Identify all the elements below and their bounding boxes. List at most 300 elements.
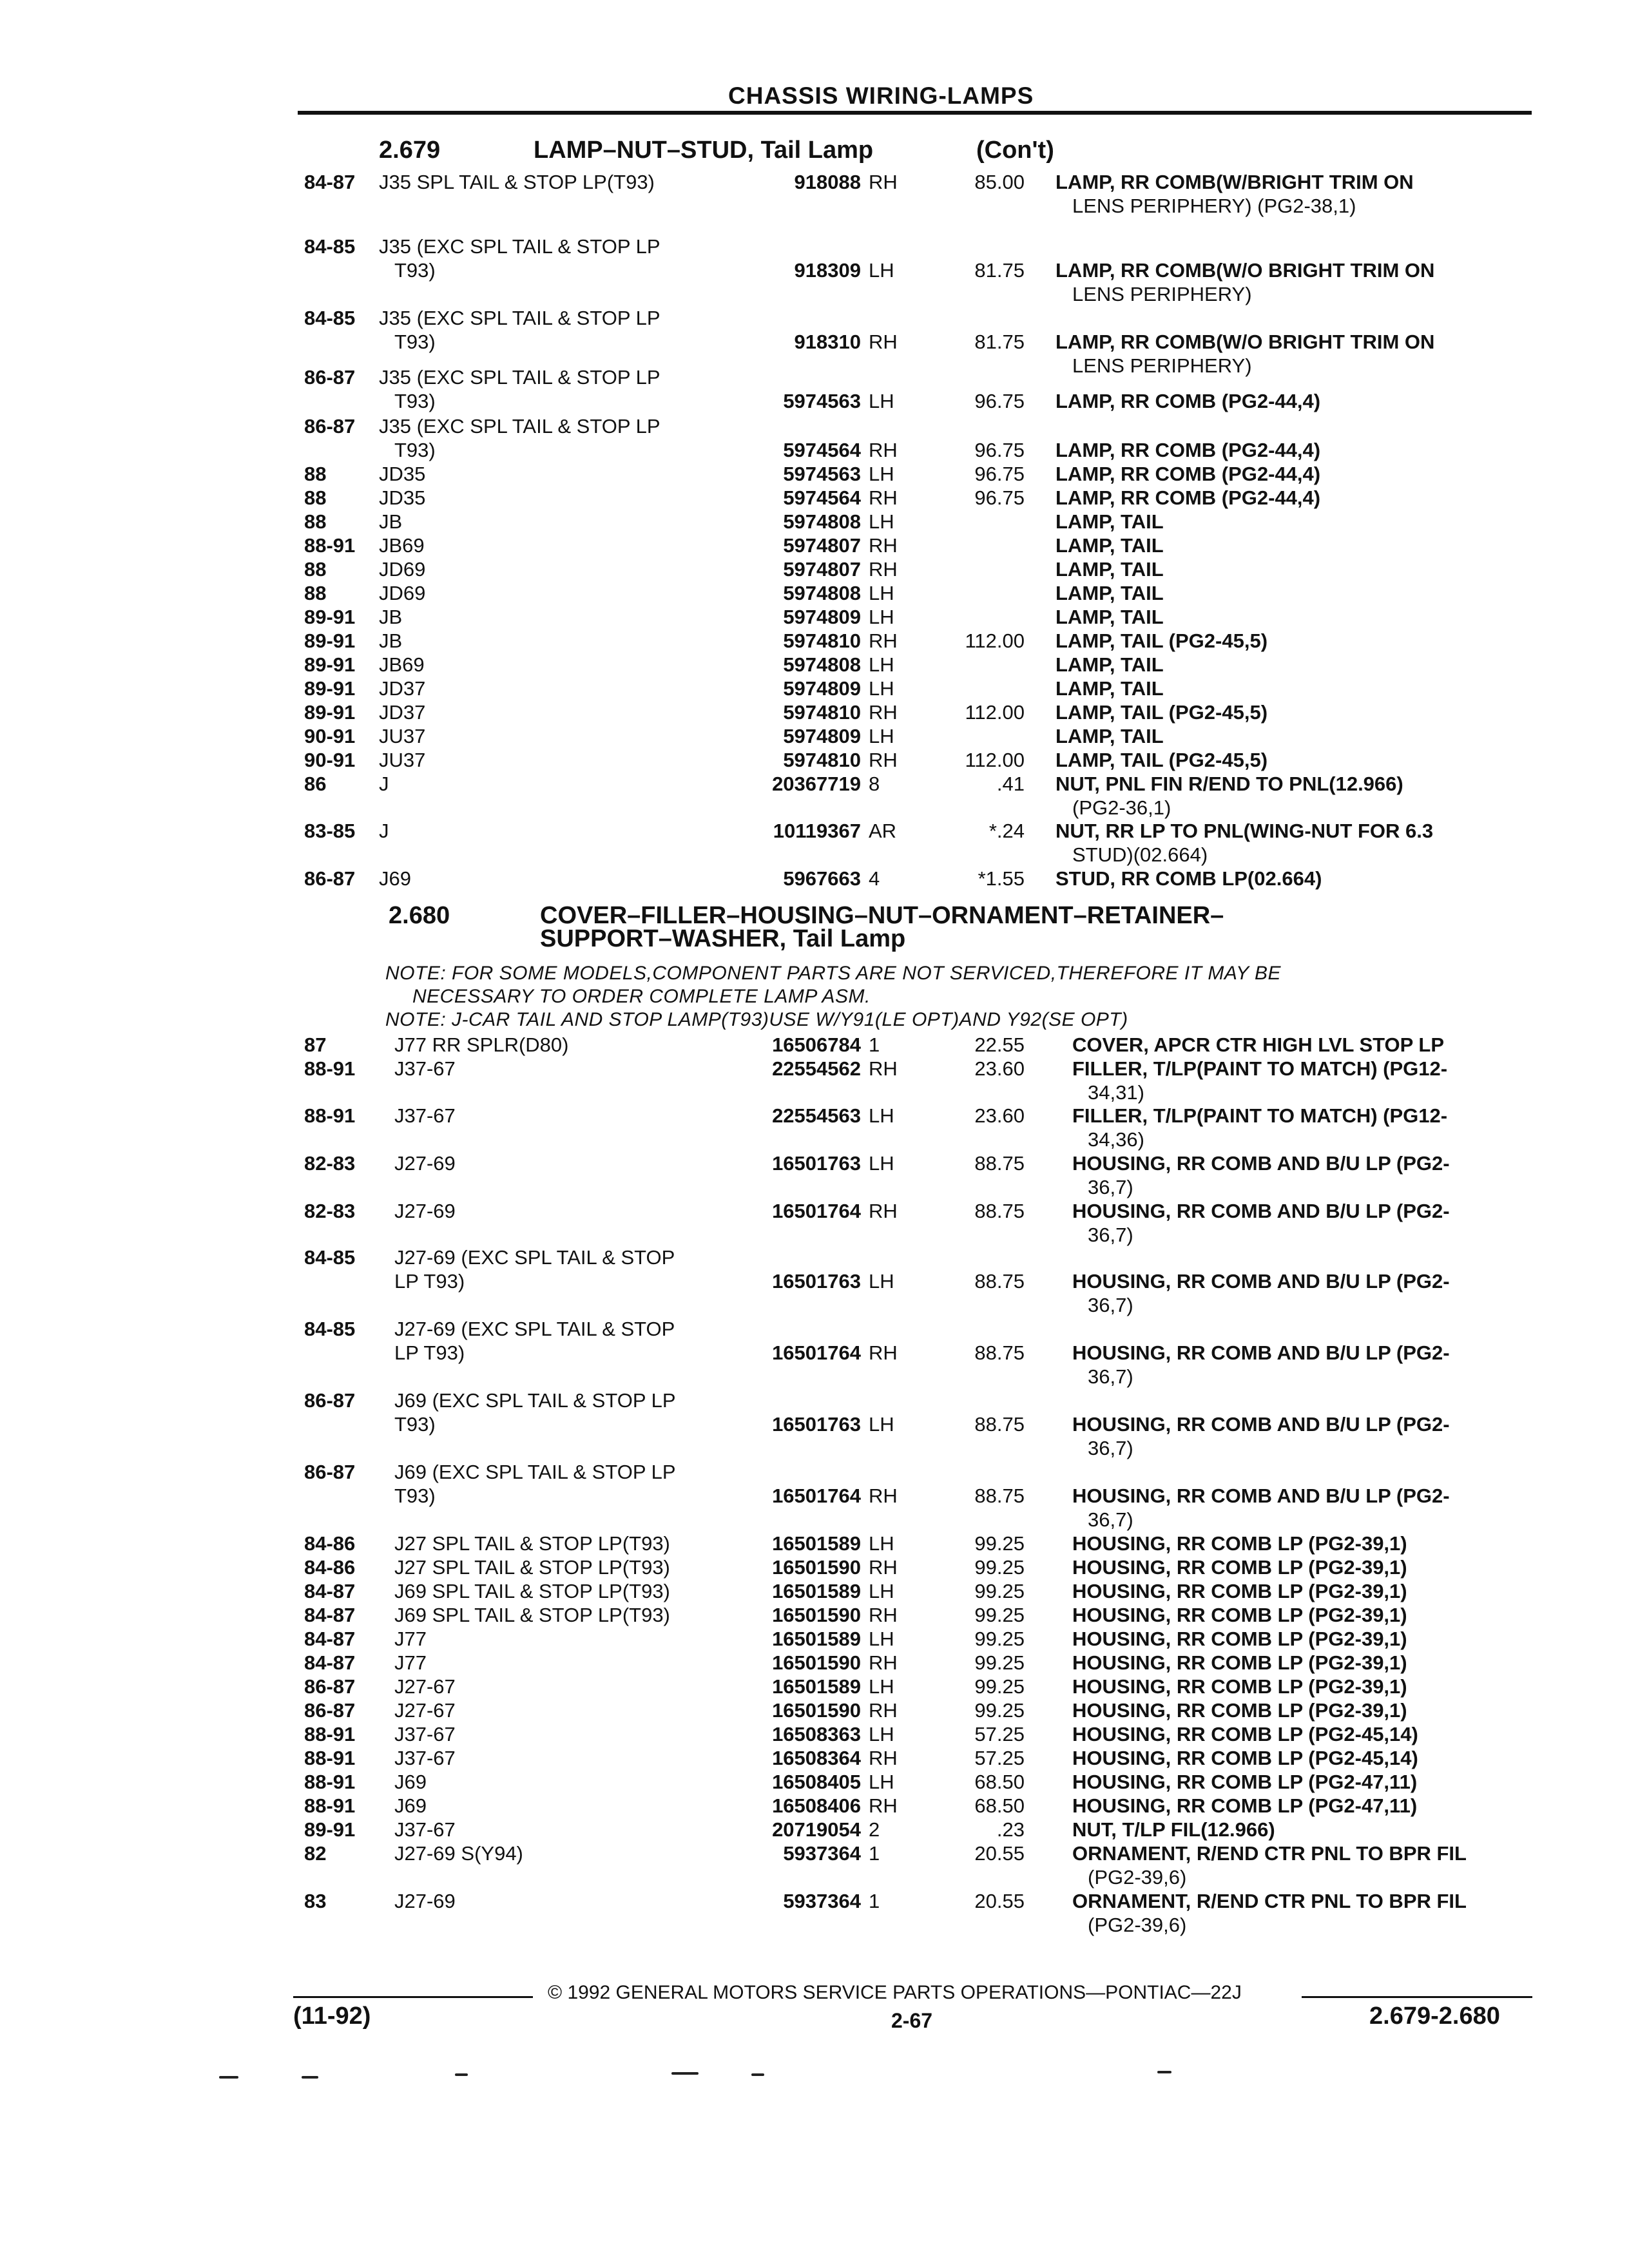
row-model: JB: [379, 606, 403, 628]
table-row: [0, 653, 1629, 678]
row-description: HOUSING, RR COMB LP (PG2-39,1): [1072, 1651, 1407, 1674]
row-part-number: 16501764: [772, 1341, 861, 1364]
row-model: J27-69: [394, 1152, 456, 1175]
row-year: 90-91: [304, 749, 356, 771]
row-description: LAMP, TAIL: [1055, 558, 1164, 581]
row-model: J27 SPL TAIL & STOP LP(T93): [394, 1532, 670, 1555]
table-row: [0, 1842, 1629, 1891]
table-row: [0, 307, 1629, 377]
row-part-number: 16501763: [772, 1152, 861, 1175]
row-qty: LH: [869, 1580, 894, 1602]
row-price: 99.25: [974, 1556, 1025, 1579]
row-description: HOUSING, RR COMB AND B/U LP (PG2-: [1072, 1152, 1450, 1175]
row-model: JD35: [379, 486, 426, 509]
row-description: HOUSING, RR COMB AND B/U LP (PG2-: [1072, 1200, 1450, 1222]
row-qty: RH: [869, 558, 898, 581]
row-description: LAMP, TAIL: [1055, 725, 1164, 747]
scan-smudge: [671, 2072, 699, 2075]
table-row: [0, 1580, 1629, 1604]
row-description: LAMP, RR COMB(W/O BRIGHT TRIM ON: [1055, 331, 1435, 353]
row-part-number: 16501589: [772, 1675, 861, 1698]
row-model-cont: T93): [394, 439, 436, 461]
note-1-cont: NECESSARY TO ORDER COMPLETE LAMP ASM.: [412, 986, 871, 1007]
table-row: [0, 366, 1629, 415]
row-model-cont: T93): [394, 331, 436, 353]
row-model: JD35: [379, 463, 426, 485]
row-part-number: 16501589: [772, 1580, 861, 1602]
row-part-number: 5974810: [783, 749, 861, 771]
row-description: LAMP, RR COMB(W/O BRIGHT TRIM ON: [1055, 259, 1435, 282]
row-description: STUD, RR COMB LP(02.664): [1055, 867, 1322, 890]
row-model: JB: [379, 629, 403, 652]
row-part-number: 918088: [794, 171, 861, 193]
section-number: 2.680: [389, 902, 450, 929]
row-part-number: 5974808: [783, 653, 861, 676]
row-year: 84-87: [304, 171, 356, 193]
row-description-cont: LENS PERIPHERY): [1072, 283, 1252, 305]
row-qty: LH: [869, 1628, 894, 1650]
row-year: 88-91: [304, 1057, 356, 1080]
note-1: NOTE: FOR SOME MODELS,COMPONENT PARTS ARE NOT SERVICED,THEREFORE IT MAY BE: [385, 963, 1281, 984]
row-qty: LH: [869, 390, 894, 412]
row-description: HOUSING, RR COMB LP (PG2-39,1): [1072, 1556, 1407, 1579]
row-model: JD69: [379, 582, 426, 604]
row-description: HOUSING, RR COMB LP (PG2-45,14): [1072, 1747, 1418, 1769]
row-part-number: 16501590: [772, 1651, 861, 1674]
row-description: HOUSING, RR COMB LP (PG2-45,14): [1072, 1723, 1418, 1745]
row-model: J27 SPL TAIL & STOP LP(T93): [394, 1556, 670, 1579]
row-qty: RH: [869, 1341, 898, 1364]
row-part-number: 5967663: [783, 867, 861, 890]
table-row: [0, 1200, 1629, 1249]
row-model-cont: T93): [394, 390, 436, 412]
row-price: .41: [996, 773, 1025, 795]
row-qty: LH: [869, 1723, 894, 1745]
row-part-number: 16501764: [772, 1485, 861, 1507]
table-row: [0, 1318, 1629, 1388]
row-year: 82: [304, 1842, 327, 1865]
row-description: ORNAMENT, R/END CTR PNL TO BPR FIL: [1072, 1842, 1467, 1865]
row-model: J37-67: [394, 1723, 456, 1745]
row-price: *.24: [988, 820, 1025, 842]
row-price: .23: [996, 1818, 1025, 1841]
section-heading-2-680: [0, 902, 1629, 966]
row-description: LAMP, TAIL (PG2-45,5): [1055, 701, 1268, 724]
row-year: 84-85: [304, 307, 356, 329]
table-row: [0, 558, 1629, 582]
row-description-cont: 36,7): [1088, 1294, 1133, 1316]
footer-rule-left: [293, 1996, 533, 1998]
note-2: NOTE: J-CAR TAIL AND STOP LAMP(T93)USE W/Y91(LE OPT)AND Y92(SE OPT): [385, 1009, 1128, 1030]
row-qty: LH: [869, 1152, 894, 1175]
row-qty: 2: [869, 1818, 880, 1841]
row-description: LAMP, TAIL (PG2-45,5): [1055, 629, 1268, 652]
row-qty: RH: [869, 331, 898, 353]
row-description: COVER, APCR CTR HIGH LVL STOP LP: [1072, 1033, 1445, 1056]
table-row: [0, 867, 1629, 892]
row-year: 86-87: [304, 1675, 356, 1698]
section-continued: (Con't): [976, 137, 1054, 164]
row-model: J69: [394, 1794, 427, 1817]
row-part-number: 16501590: [772, 1604, 861, 1626]
row-description-cont: 34,31): [1088, 1081, 1144, 1104]
row-model: J27-69 (EXC SPL TAIL & STOP: [394, 1246, 675, 1269]
row-qty: LH: [869, 1270, 894, 1293]
section-title: COVER–FILLER–HOUSING–NUT–ORNAMENT–RETAINER–: [540, 902, 1224, 929]
row-price: 23.60: [974, 1057, 1025, 1080]
scan-smudge: [302, 2076, 318, 2079]
row-year: 88-91: [304, 1794, 356, 1817]
row-year: 88-91: [304, 1771, 356, 1793]
row-description: LAMP, TAIL: [1055, 606, 1164, 628]
row-model: J69 (EXC SPL TAIL & STOP LP: [394, 1461, 676, 1483]
row-part-number: 918309: [794, 259, 861, 282]
row-year: 84-85: [304, 1246, 356, 1269]
row-price: 23.60: [974, 1104, 1025, 1127]
row-qty: LH: [869, 259, 894, 282]
row-qty: 1: [869, 1033, 880, 1056]
row-price: 81.75: [974, 259, 1025, 282]
row-model: J35 SPL TAIL & STOP LP(T93): [379, 171, 655, 193]
row-description: HOUSING, RR COMB AND B/U LP (PG2-: [1072, 1270, 1450, 1293]
row-qty: LH: [869, 606, 894, 628]
table-row: [0, 1818, 1629, 1843]
table-row: [0, 415, 1629, 464]
row-part-number: 16501590: [772, 1556, 861, 1579]
row-price: 68.50: [974, 1771, 1025, 1793]
row-qty: 1: [869, 1890, 880, 1912]
row-description: LAMP, RR COMB (PG2-44,4): [1055, 486, 1321, 509]
row-description-cont: 36,7): [1088, 1176, 1133, 1198]
scan-smudge: [455, 2073, 468, 2076]
row-year: 87: [304, 1033, 327, 1056]
row-description: ORNAMENT, R/END CTR PNL TO BPR FIL: [1072, 1890, 1467, 1912]
row-year: 88-91: [304, 1747, 356, 1769]
row-description: FILLER, T/LP(PAINT TO MATCH) (PG12-: [1072, 1104, 1448, 1127]
row-part-number: 5974808: [783, 510, 861, 533]
row-qty: LH: [869, 1413, 894, 1436]
row-part-number: 5937364: [783, 1842, 861, 1865]
row-part-number: 5974564: [783, 439, 861, 461]
row-part-number: 16501764: [772, 1200, 861, 1222]
row-qty: 1: [869, 1842, 880, 1865]
row-part-number: 5974564: [783, 486, 861, 509]
row-price: 68.50: [974, 1794, 1025, 1817]
row-model: J37-67: [394, 1104, 456, 1127]
row-model: J69: [394, 1771, 427, 1793]
table-row: [0, 463, 1629, 487]
row-model: JD37: [379, 701, 426, 724]
row-part-number: 5974563: [783, 463, 861, 485]
row-description-cont: 36,7): [1088, 1224, 1133, 1246]
row-price: 99.25: [974, 1675, 1025, 1698]
table-row: [0, 1747, 1629, 1771]
row-description: FILLER, T/LP(PAINT TO MATCH) (PG12-: [1072, 1057, 1448, 1080]
row-model: JB: [379, 510, 403, 533]
row-year: 84-85: [304, 1318, 356, 1340]
row-description: LAMP, TAIL: [1055, 677, 1164, 700]
row-qty: RH: [869, 1651, 898, 1674]
row-year: 86-87: [304, 366, 356, 389]
row-description: LAMP, TAIL: [1055, 653, 1164, 676]
row-description: LAMP, RR COMB(W/BRIGHT TRIM ON: [1055, 171, 1414, 193]
row-year: 88: [304, 582, 327, 604]
row-price: 99.25: [974, 1580, 1025, 1602]
row-description: LAMP, RR COMB (PG2-44,4): [1055, 439, 1321, 461]
row-year: 88: [304, 463, 327, 485]
row-year: 90-91: [304, 725, 356, 747]
section-title-line2: SUPPORT–WASHER, Tail Lamp: [540, 925, 906, 952]
row-year: 86-87: [304, 1699, 356, 1722]
row-year: 82-83: [304, 1200, 356, 1222]
row-qty: RH: [869, 1200, 898, 1222]
row-part-number: 5974808: [783, 582, 861, 604]
row-model: J37-67: [394, 1057, 456, 1080]
table-row: [0, 1033, 1629, 1058]
row-description: HOUSING, RR COMB AND B/U LP (PG2-: [1072, 1485, 1450, 1507]
row-price: 99.25: [974, 1699, 1025, 1722]
row-part-number: 16508363: [772, 1723, 861, 1745]
table-row: [0, 629, 1629, 654]
table-row: [0, 486, 1629, 511]
row-price: 96.75: [974, 439, 1025, 461]
table-row: [0, 235, 1629, 305]
row-price: 88.75: [974, 1413, 1025, 1436]
table-row: [0, 1532, 1629, 1557]
row-part-number: 5974810: [783, 701, 861, 724]
row-description-cont: (PG2-39,6): [1088, 1914, 1187, 1936]
row-model: J27-69: [394, 1200, 456, 1222]
row-qty: RH: [869, 1485, 898, 1507]
row-price: 81.75: [974, 331, 1025, 353]
row-part-number: 20719054: [772, 1818, 861, 1841]
row-model: J35 (EXC SPL TAIL & STOP LP: [379, 307, 660, 329]
row-year: 83: [304, 1890, 327, 1912]
row-description: HOUSING, RR COMB LP (PG2-39,1): [1072, 1675, 1407, 1698]
row-price: 88.75: [974, 1485, 1025, 1507]
row-model: JB69: [379, 653, 425, 676]
table-row: [0, 701, 1629, 726]
table-row: [0, 510, 1629, 535]
row-model-cont: LP T93): [394, 1270, 465, 1293]
row-part-number: 5974809: [783, 725, 861, 747]
table-row: [0, 1389, 1629, 1459]
row-qty: RH: [869, 486, 898, 509]
row-part-number: 918310: [794, 331, 861, 353]
row-part-number: 16508364: [772, 1747, 861, 1769]
row-part-number: 5974809: [783, 677, 861, 700]
row-description: LAMP, TAIL: [1055, 534, 1164, 557]
row-qty: LH: [869, 582, 894, 604]
row-model-cont: T93): [394, 1413, 436, 1436]
row-description: HOUSING, RR COMB LP (PG2-39,1): [1072, 1532, 1407, 1555]
row-description-cont: LENS PERIPHERY): [1072, 354, 1252, 377]
row-year: 86: [304, 773, 327, 795]
row-model: JU37: [379, 749, 426, 771]
row-year: 84-86: [304, 1532, 356, 1555]
row-part-number: 16506784: [772, 1033, 861, 1056]
scan-smudge: [751, 2073, 764, 2076]
row-description: HOUSING, RR COMB LP (PG2-47,11): [1072, 1771, 1418, 1793]
table-row: [0, 1699, 1629, 1724]
row-price: 88.75: [974, 1152, 1025, 1175]
row-price: 99.25: [974, 1532, 1025, 1555]
row-description-cont: LENS PERIPHERY) (PG2-38,1): [1072, 195, 1356, 217]
row-model: J: [379, 820, 389, 842]
row-description-cont: 34,36): [1088, 1128, 1144, 1151]
row-part-number: 22554563: [772, 1104, 861, 1127]
row-part-number: 16501589: [772, 1628, 861, 1650]
row-model: J37-67: [394, 1747, 456, 1769]
row-qty: RH: [869, 749, 898, 771]
row-description-cont: (PG2-36,1): [1072, 796, 1171, 819]
row-price: 20.55: [974, 1842, 1025, 1865]
row-price: 88.75: [974, 1200, 1025, 1222]
row-qty: RH: [869, 171, 898, 193]
row-model: J27-69 (EXC SPL TAIL & STOP: [394, 1318, 675, 1340]
section-heading-2-679: [0, 137, 1629, 169]
table-row: [0, 582, 1629, 606]
row-price: 85.00: [974, 171, 1025, 193]
footer-section-ref: 2.679-2.680: [1369, 2003, 1500, 2030]
row-model-cont: LP T93): [394, 1341, 465, 1364]
row-qty: LH: [869, 1771, 894, 1793]
table-row: [0, 1556, 1629, 1581]
row-year: 84-86: [304, 1556, 356, 1579]
row-year: 89-91: [304, 606, 356, 628]
row-price: 20.55: [974, 1890, 1025, 1912]
row-price: 96.75: [974, 486, 1025, 509]
row-qty: RH: [869, 1794, 898, 1817]
row-year: 88: [304, 558, 327, 581]
row-description-cont: (PG2-39,6): [1088, 1866, 1187, 1888]
row-year: 86-87: [304, 1389, 356, 1412]
row-part-number: 16508406: [772, 1794, 861, 1817]
table-row: [0, 773, 1629, 822]
row-year: 84-85: [304, 235, 356, 258]
row-year: 89-91: [304, 629, 356, 652]
table-row: [0, 171, 1629, 220]
row-description: HOUSING, RR COMB AND B/U LP (PG2-: [1072, 1413, 1450, 1436]
row-price: 88.75: [974, 1270, 1025, 1293]
row-qty: RH: [869, 629, 898, 652]
row-model: JU37: [379, 725, 426, 747]
row-qty: LH: [869, 510, 894, 533]
row-price: 96.75: [974, 463, 1025, 485]
row-model: J: [379, 773, 389, 795]
row-year: 84-87: [304, 1651, 356, 1674]
row-price: 112.00: [965, 629, 1025, 652]
row-price: 57.25: [974, 1747, 1025, 1769]
row-description-cont: 36,7): [1088, 1437, 1133, 1459]
row-qty: LH: [869, 1532, 894, 1555]
row-price: 99.25: [974, 1651, 1025, 1674]
row-model-cont: T93): [394, 1485, 436, 1507]
row-description: HOUSING, RR COMB LP (PG2-39,1): [1072, 1628, 1407, 1650]
row-year: 88-91: [304, 534, 356, 557]
row-qty: RH: [869, 1747, 898, 1769]
row-part-number: 16501763: [772, 1270, 861, 1293]
header-rule: [298, 111, 1532, 115]
row-description: HOUSING, RR COMB LP (PG2-47,11): [1072, 1794, 1418, 1817]
table-row: [0, 1152, 1629, 1201]
row-model: J69 SPL TAIL & STOP LP(T93): [394, 1604, 670, 1626]
table-row: [0, 1723, 1629, 1747]
row-year: 88: [304, 510, 327, 533]
row-price: 96.75: [974, 390, 1025, 412]
table-row: [0, 606, 1629, 630]
table-row: [0, 1246, 1629, 1316]
row-year: 89-91: [304, 701, 356, 724]
row-description: LAMP, TAIL: [1055, 510, 1164, 533]
table-row: [0, 1104, 1629, 1153]
table-row: [0, 677, 1629, 702]
row-description: HOUSING, RR COMB LP (PG2-39,1): [1072, 1699, 1407, 1722]
table-row: [0, 1651, 1629, 1676]
row-model: J35 (EXC SPL TAIL & STOP LP: [379, 235, 660, 258]
row-part-number: 5974807: [783, 558, 861, 581]
row-model: J69: [379, 867, 411, 890]
row-price: 112.00: [965, 749, 1025, 771]
row-model: J37-67: [394, 1818, 456, 1841]
row-year: 83-85: [304, 820, 356, 842]
row-model: J27-67: [394, 1699, 456, 1722]
row-price: 112.00: [965, 701, 1025, 724]
row-qty: RH: [869, 1699, 898, 1722]
row-year: 86-87: [304, 415, 356, 437]
row-year: 84-87: [304, 1580, 356, 1602]
row-year: 88-91: [304, 1104, 356, 1127]
row-model: JB69: [379, 534, 425, 557]
row-model: JD69: [379, 558, 426, 581]
row-year: 84-87: [304, 1628, 356, 1650]
table-row: [0, 1675, 1629, 1700]
row-description: LAMP, RR COMB (PG2-44,4): [1055, 463, 1321, 485]
row-qty: 8: [869, 773, 880, 795]
row-year: 88: [304, 486, 327, 509]
row-part-number: 5974809: [783, 606, 861, 628]
row-year: 89-91: [304, 653, 356, 676]
row-part-number: 16501590: [772, 1699, 861, 1722]
row-qty: AR: [869, 820, 897, 842]
row-model: J69 (EXC SPL TAIL & STOP LP: [394, 1389, 676, 1412]
footer-date: (11-92): [293, 2003, 371, 2030]
row-model: J69 SPL TAIL & STOP LP(T93): [394, 1580, 670, 1602]
footer-page-number: 2-67: [891, 2009, 933, 2032]
row-part-number: 16501589: [772, 1532, 861, 1555]
row-model: JD37: [379, 677, 426, 700]
footer-rule-right: [1302, 1996, 1532, 1998]
table-row: [0, 1057, 1629, 1106]
row-qty: RH: [869, 1057, 898, 1080]
row-qty: 4: [869, 867, 880, 890]
row-year: 89-91: [304, 677, 356, 700]
table-row: [0, 725, 1629, 749]
row-qty: LH: [869, 1675, 894, 1698]
row-description-cont: STUD)(02.664): [1072, 843, 1208, 866]
table-row: [0, 749, 1629, 773]
row-qty: RH: [869, 1604, 898, 1626]
row-part-number: 22554562: [772, 1057, 861, 1080]
row-year: 88-91: [304, 1723, 356, 1745]
section-title: LAMP–NUT–STUD, Tail Lamp: [534, 137, 874, 164]
table-row: [0, 1794, 1629, 1819]
row-description: HOUSING, RR COMB AND B/U LP (PG2-: [1072, 1341, 1450, 1364]
row-year: 86-87: [304, 867, 356, 890]
row-part-number: 5937364: [783, 1890, 861, 1912]
row-qty: RH: [869, 439, 898, 461]
row-year: 82-83: [304, 1152, 356, 1175]
